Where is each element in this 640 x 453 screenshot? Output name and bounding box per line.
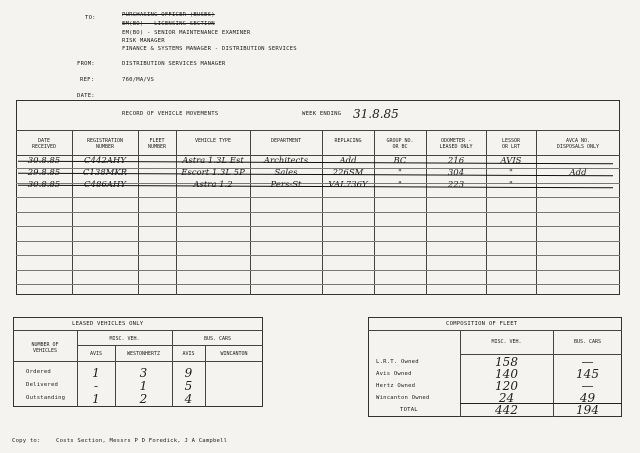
col-header-5: REPLACING xyxy=(334,138,362,144)
record-cell: C486AHY xyxy=(84,180,126,190)
col-header-2: FLEET NUMBER xyxy=(147,138,167,151)
leased-row-label: Delivered xyxy=(26,382,59,388)
composition-bus-value: 194 xyxy=(576,403,599,417)
composition-row-label: L.R.T. Owned xyxy=(376,359,419,365)
record-cell: Astra 1.3L Est xyxy=(182,156,244,166)
col-header-4: DEPARTMENT xyxy=(270,138,302,144)
to-line-2: EM(BO) - LICENSING SECTION xyxy=(122,21,215,27)
record-cell: VAL736Y xyxy=(328,180,368,190)
composition-misc-value: 120 xyxy=(495,379,518,393)
copy-to-label: Copy to: xyxy=(12,438,41,444)
record-cell: 29.8.85 xyxy=(27,168,61,178)
record-cell: 30.8.85 xyxy=(27,156,61,166)
ref-value: 760/MA/VS xyxy=(122,77,155,83)
number-of-vehicles-label: NUMBER OF VEHICLES xyxy=(31,342,59,355)
composition-row-label: Hertz Owned xyxy=(376,383,416,389)
leased-value: 1 xyxy=(139,379,148,393)
leased-value: 5 xyxy=(184,379,193,393)
leased-sub-westonhertz: WESTONHERTZ xyxy=(126,351,161,357)
col-header-7: ODOMETER - LEASED ONLY xyxy=(439,138,473,151)
col-header-3: VEHICLE TYPE xyxy=(194,138,232,144)
record-cell: 30.8.85 xyxy=(27,180,61,190)
record-cell: C138MKR xyxy=(82,168,128,178)
col-header-6: GROUP NO. OR BC xyxy=(386,138,414,151)
leased-value: 3 xyxy=(139,366,148,380)
composition-misc-value: 158 xyxy=(495,355,518,369)
week-ending-label: WEEK ENDING xyxy=(302,111,342,117)
composition-row-label: TOTAL xyxy=(400,407,418,413)
record-cell: 216 xyxy=(447,156,465,166)
record-cell: Add xyxy=(339,156,357,166)
leased-value: - xyxy=(93,379,99,393)
col-header-0: DATE RECEIVED xyxy=(31,138,57,151)
record-cell: " xyxy=(398,180,402,190)
leased-sub-wincanton: WINCANTON xyxy=(220,351,248,357)
col-header-8: LESSOR OR LRT xyxy=(501,138,521,151)
to-line-3: EM(BO) - SENIOR MAINTENANCE EXAMINER xyxy=(122,30,251,36)
record-cell: Sales xyxy=(274,168,298,178)
composition-bus-label: BUS. CARS xyxy=(573,339,602,345)
composition-misc-label: MISC. VEH. xyxy=(491,339,522,345)
composition-bus-value: 145 xyxy=(576,367,599,381)
from-label: FROM: xyxy=(77,61,95,67)
leased-title: LEASED VEHICLES ONLY xyxy=(72,321,144,327)
leased-bus-label: BUS. CARS xyxy=(203,336,232,342)
record-title: RECORD OF VEHICLE MOVEMENTS xyxy=(122,111,219,117)
composition-row-label: Wincanton Owned xyxy=(376,395,430,401)
date-label: DATE: xyxy=(77,93,95,99)
record-cell: " xyxy=(398,168,402,178)
record-cell: " xyxy=(509,168,513,178)
leased-value: 1 xyxy=(92,366,100,380)
record-cell: 223 xyxy=(447,180,465,190)
record-cell: " xyxy=(509,180,513,190)
composition-misc-value: 140 xyxy=(495,367,518,381)
composition-misc-value: 24 xyxy=(498,391,515,405)
leased-value: 9 xyxy=(184,366,193,380)
record-cell: 226SM xyxy=(332,168,364,178)
leased-value: 4 xyxy=(184,392,193,406)
to-label: TO: xyxy=(85,15,96,21)
record-cell: AVIS xyxy=(500,156,522,166)
composition-misc-value: 442 xyxy=(495,403,518,417)
week-ending-value: 31.8.85 xyxy=(353,107,399,121)
composition-bus-value: — xyxy=(581,355,594,369)
record-cell: 304 xyxy=(447,168,465,178)
record-cell: BC xyxy=(393,156,407,166)
copy-to-value: Costs Section, Messrs P D Foredick, J A Campbell xyxy=(56,438,228,444)
leased-value: 2 xyxy=(139,392,148,406)
record-cell: Pers-St xyxy=(270,180,302,190)
record-cell: Architects xyxy=(263,156,309,166)
leased-value: 1 xyxy=(92,392,100,406)
composition-bus-value: 49 xyxy=(579,391,596,405)
to-line-5: FINANCE & SYSTEMS MANAGER - DISTRIBUTION SERVICES xyxy=(122,46,297,52)
to-line-4: RISK MANAGER xyxy=(122,38,165,44)
ref-label: REF: xyxy=(80,77,95,83)
composition-bus-value: — xyxy=(581,379,594,393)
record-cell: Astra 1.2 xyxy=(193,180,233,190)
leased-misc-label: MISC. VEH. xyxy=(109,336,140,342)
record-cell: Escort 1.3L 5P xyxy=(181,168,245,178)
leased-row-label: Ordered xyxy=(26,369,51,375)
leased-row-label: Outstanding xyxy=(26,395,66,401)
from-value: DISTRIBUTION SERVICES MANAGER xyxy=(122,61,226,67)
leased-sub-avis: AVIS xyxy=(89,351,103,357)
col-header-9: AVCA NO. DISPOSALS ONLY xyxy=(556,138,600,151)
record-cell: C442AHY xyxy=(84,156,126,166)
col-header-1: REGISTRATION NUMBER xyxy=(86,138,124,151)
record-cell: Add xyxy=(569,168,587,178)
composition-title: COMPOSITION OF FLEET xyxy=(446,321,518,327)
to-line-1: PURCHASING OFFICER (BUSES) xyxy=(122,12,215,18)
composition-row-label: Avis Owned xyxy=(376,371,412,377)
leased-sub-avis-bus: AVIS xyxy=(182,351,195,357)
